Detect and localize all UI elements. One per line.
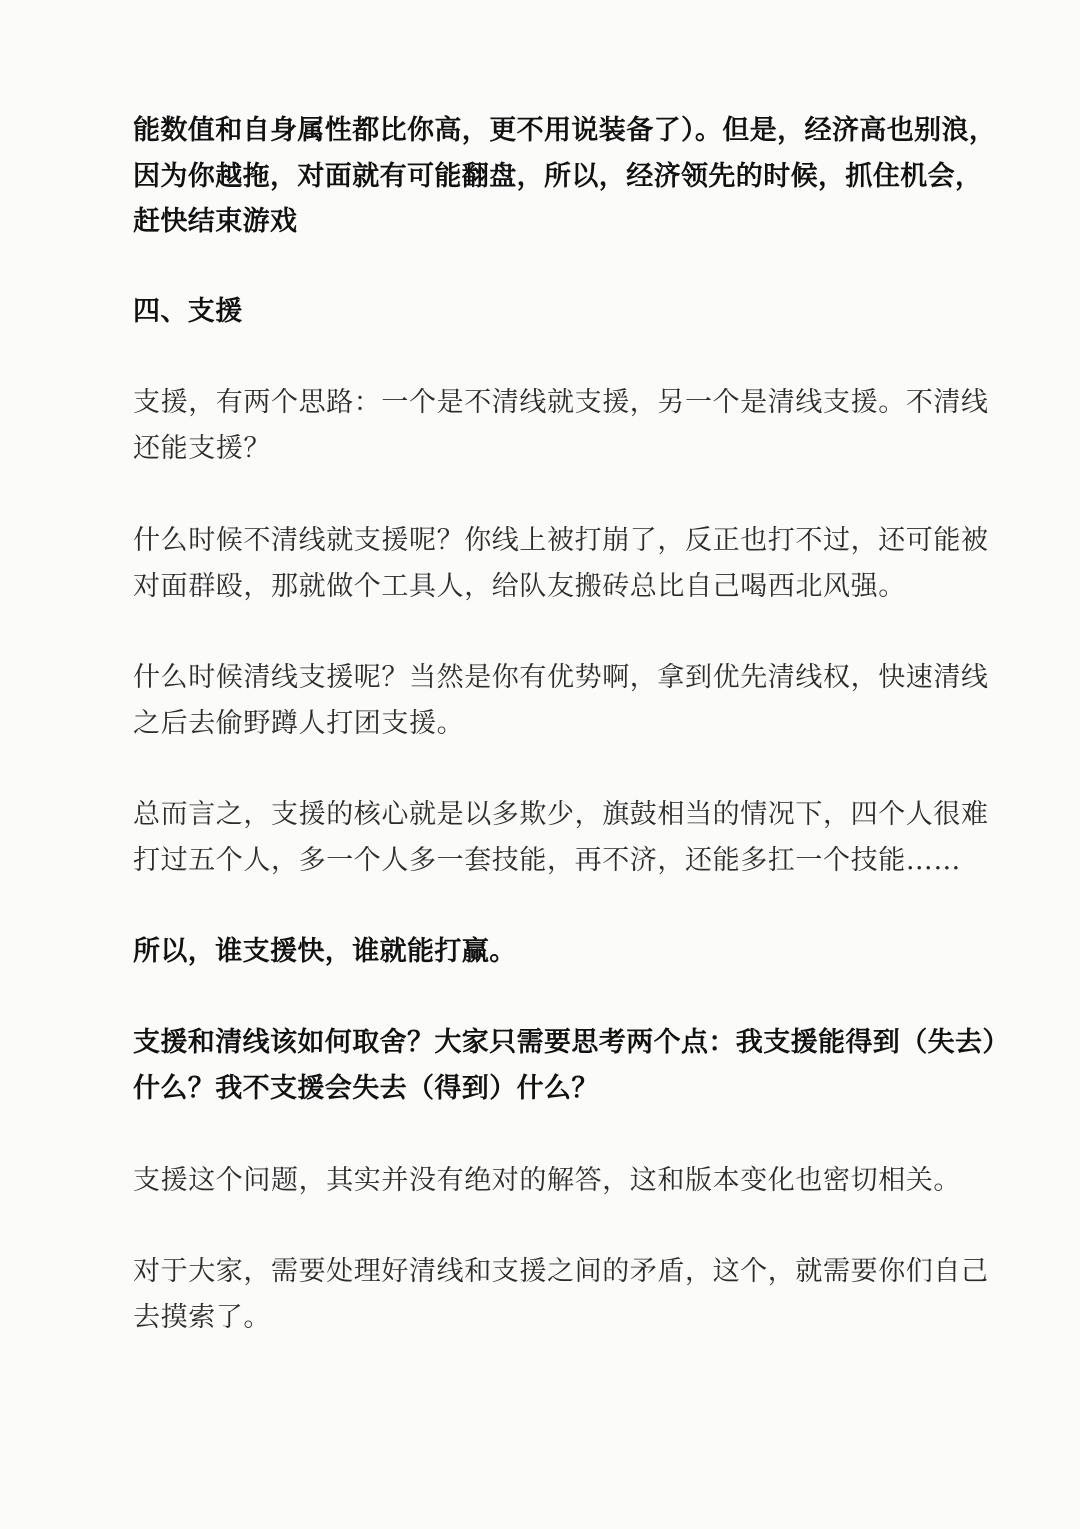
text-line: 打过五个人，多一个人多一套技能，再不济，还能多扛一个技能…… [133,844,961,876]
text-line: 去摸索了。 [133,1301,271,1333]
text-line: 所以，谁支援快，谁就能打赢。 [133,936,517,967]
text-line: 支援和清线该如何取舍？大家只需要思考两个点：我支援能得到（失去） [133,1027,1010,1058]
paragraph-support-ideas [133,380,989,471]
text-line: 赶快结束游戏 [133,206,298,237]
paragraph-support-after-clearing [133,655,989,746]
text-line: 什么时候清线支援呢？当然是你有优势啊，拿到优先清线权，快速清线 [133,662,989,693]
paragraph-support-core [133,792,989,883]
paragraph-explore-yourself [133,1249,989,1340]
text-line: 支援，有两个思路：一个是不清线就支援，另一个是清线支援。不清线 [133,387,989,418]
paragraph-no-absolute-answer [133,1158,961,1204]
heading-text: 四、支援 [133,296,243,327]
text-line: 总而言之，支援的核心就是以多欺少，旗鼓相当的情况下，四个人很难 [133,799,989,830]
text-line: 什么时候不清线就支援呢？你线上被打崩了，反正也打不过，还可能被 [133,525,989,556]
paragraph-support-without-clearing [133,518,989,609]
text-line: 支援这个问题，其实并没有绝对的解答，这和版本变化也密切相关。 [133,1165,961,1196]
paragraph-tradeoff-question [133,1020,1010,1111]
paragraph-economy-conclusion [133,108,997,245]
text-line: 对面群殴，那就做个工具人，给队友搬砖总比自己喝西北风强。 [133,570,906,602]
paragraph-faster-support-wins [133,929,949,975]
text-line: 之后去偷野蹲人打团支援。 [133,707,465,739]
section-heading-support [133,289,949,335]
text-line: 还能支援？ [133,432,271,464]
text-line: 因为你越拖，对面就有可能翻盘，所以，经济领先的时候，抓住机会， [133,160,983,192]
text-line: 对于大家，需要处理好清线和支援之间的矛盾，这个，就需要你们自己 [133,1256,989,1287]
text-line: 能数值和自身属性都比你高，更不用说装备了）。但是，经济高也别浪， [133,115,997,146]
text-line: 什么？我不支援会失去（得到）什么？ [133,1072,599,1104]
